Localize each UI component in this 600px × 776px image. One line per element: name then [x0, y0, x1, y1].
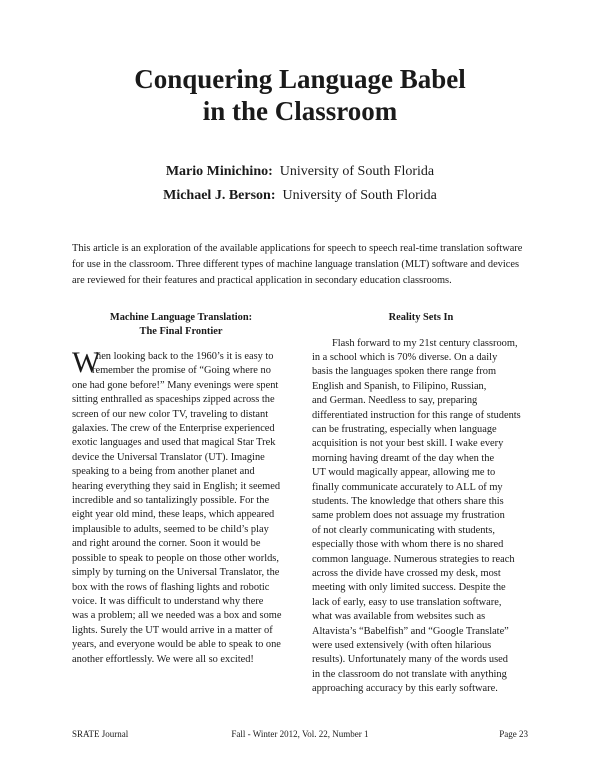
author-list — [0, 160, 600, 208]
text-line: simply by turning on the Universal Translator, the — [72, 567, 280, 579]
author-name: Michael J. Berson: — [163, 188, 276, 203]
text-line: common language. Numerous strategies to reach — [312, 553, 515, 565]
text-line: eight year old mind, these leaps, which appeared — [72, 509, 275, 521]
text-line: what was available from websites such as — [312, 611, 486, 623]
right-column-body — [312, 337, 530, 697]
author-1 — [0, 160, 600, 184]
right-column-heading: Reality Sets In — [388, 312, 454, 323]
title-line-1: Conquering Language Babel — [134, 64, 466, 94]
text-line: same problem does not assuage my frustration — [312, 510, 505, 522]
text-line: across the divide have crossed my desk, most — [312, 568, 501, 579]
text-line: lights. Surely the UT would arrive in a matter of — [72, 624, 273, 636]
drop-cap: W — [72, 346, 101, 379]
left-column-body — [72, 346, 290, 667]
title-line-2: in the Classroom — [202, 96, 398, 126]
text-line: English and Spanish, to Filipino, Russian, — [312, 380, 487, 392]
text-line: hen looking back to the 1960’s it is easy to — [96, 351, 274, 362]
text-line: Altavista’s “Babelfish” and “Google Translate” — [312, 625, 509, 637]
text-line: years, and everyone would be able to speak to one — [72, 639, 281, 651]
text-line: and German. Needless to say, preparing — [312, 395, 478, 407]
right-column — [312, 311, 530, 697]
text-line: especially those with whom there is no shared — [312, 539, 504, 551]
text-line: sitting enthralled as spaceships zipped across the — [72, 394, 275, 406]
text-line: UT would magically appear, allowing me to — [312, 467, 496, 479]
footer-page-number: Page 23 — [499, 729, 528, 739]
author-affiliation: University of South Florida — [282, 188, 437, 203]
text-line: acquisition is not your best skill. I wake every — [312, 438, 504, 450]
text-line: speaking to a being from another planet and — [72, 466, 255, 478]
text-line: screen of our new color TV, traveling to distant — [72, 408, 269, 420]
footer-issue: Fall - Winter 2012, Vol. 22, Number 1 — [231, 729, 369, 739]
text-line: in a school which is 70% diverse. On a daily — [312, 351, 498, 363]
text-line: device the Universal Translator (UT). Imagine — [72, 451, 265, 463]
author-affiliation: University of South Florida — [279, 164, 435, 179]
text-line: voice. It was difficult to understand why there — [72, 595, 264, 607]
text-line: another effortlessly. We were all so excited! — [72, 653, 254, 665]
author-2 — [0, 184, 600, 208]
text-line: of not clearly communicating with students, — [312, 524, 495, 536]
text-line: Flash forward to my 21st century classroom, — [332, 337, 518, 349]
text-line: basis the languages spoken there range from — [312, 366, 497, 378]
heading-line-1: Machine Language Translation: — [109, 312, 253, 323]
heading-line-2: The Final Frontier — [139, 325, 223, 337]
text-line: lack of early, easy to use translation software, — [312, 596, 502, 608]
text-line: can be frustrating, especially when language — [312, 423, 497, 435]
text-line: approaching accuracy by this early software. — [312, 683, 498, 695]
text-line: incredible and so tantalizingly possible. For the — [72, 495, 270, 507]
text-line: possible to speak to people on those other worlds, — [72, 552, 279, 564]
left-column-heading — [72, 311, 290, 338]
author-name: Mario Minichino: — [165, 164, 273, 179]
text-line: students. The knowledge that others share this — [312, 495, 504, 507]
footer-journal: SRATE Journal — [72, 729, 129, 739]
text-line: hearing everything they said in English; it seemed — [72, 480, 281, 492]
text-line: implausible to adults, seemed to be child’s play — [72, 523, 269, 535]
text-line: morning having dreamt of the day when the — [312, 452, 495, 464]
left-column — [72, 311, 290, 667]
text-line: one had gone before!” Many evenings were spent — [72, 379, 279, 391]
text-line: meeting with only limited success. Despite the — [312, 582, 506, 594]
text-line: remember the promise of “Going where no — [92, 365, 271, 377]
text-line: was a problem; all we needed was a box and some — [72, 610, 282, 622]
text-line: exotic languages and used that magical Star Trek — [72, 437, 276, 449]
text-line: box with the rows of flashing lights and robotic — [72, 581, 270, 593]
text-line: were used extensively (with often hilarious — [312, 640, 492, 652]
text-line: galaxies. The crew of the Enterprise experienced — [72, 423, 275, 435]
text-line: finally communicate accurately to ALL of my — [312, 481, 503, 493]
text-line: differentiated instruction for this range of students — [312, 409, 521, 421]
text-line: results). Unfortunately many of the words used — [312, 654, 508, 666]
article-title — [0, 63, 600, 127]
text-line: and right around the corner. Soon it would be — [72, 538, 261, 550]
text-line: in the classroom do not translate with anything — [312, 668, 507, 680]
abstract: This article is an exploration of the available applications for speech to speech real-time translation software for use in the classroom. Three different types of machine language translation (MLT) software and devices are reviewed for their features and practical application in secondary education classrooms. — [72, 243, 523, 286]
